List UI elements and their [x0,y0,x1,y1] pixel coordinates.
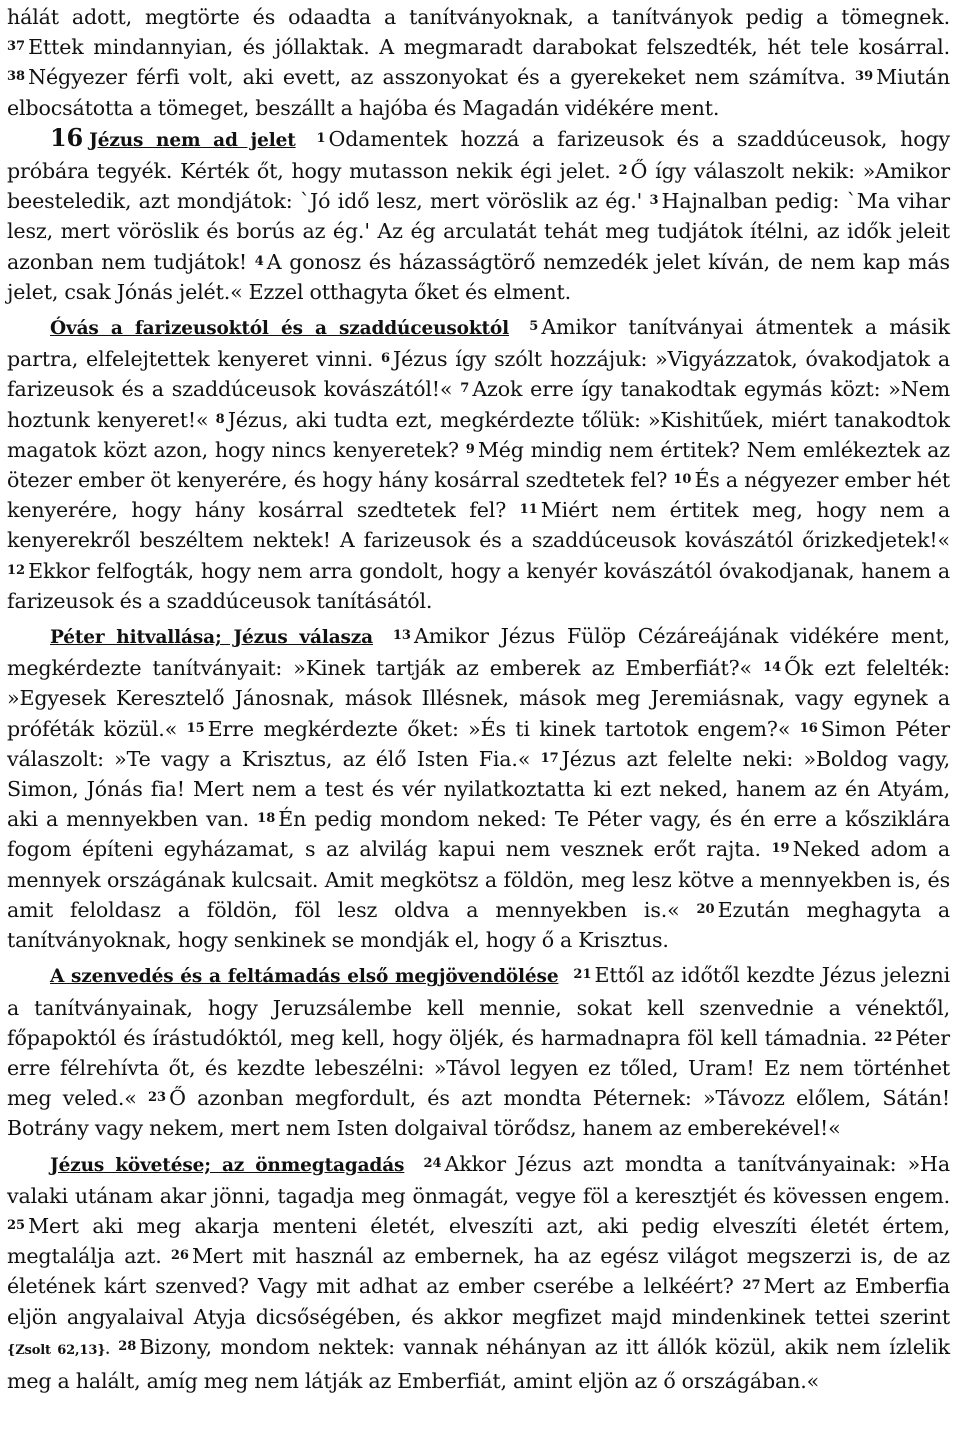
verse-number: 13 [392,628,411,644]
verse-number: 15 [186,720,205,736]
verse-text: Mert mit használ az embernek, ha az egész világot megszerzi is, de az életének kárt szenved? Vagy mit adhat az ember cserébe a lelkéért? [7,1244,950,1299]
section-heading: Jézus követése; az önmegtagadás [50,1154,405,1176]
paragraph-intro [7,2,950,123]
verse-text: Négyezer férfi volt, aki evett, az asszonyokat és a gyerekeket nem számítva. [28,65,846,90]
verse-text: Még mindig nem értitek? Nem emlékeztek az ötezer ember öt kenyerére, és hogy hány kosárral szedtetek fel? [7,437,950,493]
verse-text: Miért nem értitek meg, hogy nem a kenyerekről beszéltem nektek! A farizeusok és a szaddúceusok kovászától őrizkedjetek!« [7,498,950,553]
verse-number: 1 [316,130,326,146]
verse-number: 20 [696,901,715,917]
section-heading: Péter hitvallása; Jézus válasza [50,627,373,649]
verse-number: 12 [7,562,26,578]
verse-text: Ő így válaszolt nekik: »Amikor beesteledik, azt mondjátok: `Jó idő lesz, mert vöröslik az ég.' [7,159,950,214]
verse-text: Mert az Emberfia eljön angyalaival Atyja dicsőségében, és akkor megfizet majd mindenkinek tettei szerint [7,1274,950,1329]
verse-text: Jézus így szólt hozzájuk: »Vigyázzatok, óvakodjatok a farizeusok és a szaddúceusok kovászától!« [7,347,950,402]
cross-reference: {Zsolt 62,13}. [7,1342,110,1358]
verse-number: 6 [380,351,391,367]
verse-number: 19 [771,841,790,857]
verse-number: 23 [148,1090,167,1106]
verse-text: Hajnalban pedig: `Ma vihar lesz, mert vöröslik és borús az ég.' Az ég arculatát tehát meg tudjátok ítélni, az idők jeleit azonban nem tudjátok! [7,189,950,274]
verse-number: 17 [540,750,559,766]
verse-text: Ettől az időtől kezdte Jézus jelezni a tanítványainak, hogy Jeruzsálembe kell mennie, sokat kell szenvednie a vénektől, főpapoktól és írástudóktól, meg kell, hogy öljék, és harmadnapra föl kell támadnia. [7,963,951,1050]
verse-number: 16 [799,720,818,736]
verse-number: 10 [673,472,692,488]
verse-text: Simon Péter válaszolt: »Te vagy a Krisztus, az élő Isten Fia.« [7,716,950,771]
verse-text: Ettek mindannyian, és jóllaktak. A megmaradt darabokat felszedték, hét tele kosárral. [28,35,950,60]
verse-text: Bizony, mondom nektek: vannak néhányan az itt állók közül, akik nem ízlelik meg a halált, amíg meg nem látják az Emberfiát, amint eljön az ő országában.« [7,1334,950,1393]
verse-number: 5 [529,319,539,335]
verse-number: 21 [573,967,592,983]
verse-number: 38 [7,69,26,85]
verse-text: Jézus azt felelte neki: »Boldog vagy, Simon, Jónás fia! Mert nem a test és vér nyilatkoztatta ki ezt neked, hanem az én Atyám, aki a mennyekben van. [7,746,950,832]
verse-number: 28 [118,1338,137,1354]
paragraph-no-sign [7,123,950,307]
verse-number: 26 [170,1248,189,1264]
verse-number: 22 [874,1029,893,1045]
section-heading: Óvás a farizeusoktól és a szaddúceusoktól [50,318,509,340]
paragraph-peter-confession [7,621,950,955]
verse-number: 27 [742,1278,761,1294]
verse-text: Neked adom a mennyek országának kulcsait. Amit megkötsz a földön, meg lesz kötve a mennyekben is, és amit feloldasz a földön, föl lesz oldva a mennyekben is.« [7,837,950,922]
verse-text: Amikor tanítványai átmentek a másik partra, elfelejtettek kenyeret vinni. [7,315,950,372]
verse-number: 24 [423,1155,442,1171]
verse-text: A gonosz és házasságtörő nemzedék jelet kíván, de nem kap más jelet, csak Jónás jelét.« Ezzel otthagyta őket és elment. [7,249,950,304]
verse-number: 18 [257,811,276,827]
verse-text: Mert aki meg akarja menteni életét, elveszíti azt, aki pedig elveszíti életét értem, megtalálja azt. [7,1213,950,1269]
chapter-number: 16 [50,122,84,152]
verse-number: 2 [618,163,628,179]
verse-text: Amikor Jézus Fülöp Cézáreájának vidékére ment, megkérdezte tanítványait: »Kinek tartják az emberek az Emberfiát?« [7,624,950,681]
paragraph-following-jesus [7,1149,950,1397]
section-heading: Jézus nem ad jelet [89,129,296,151]
paragraph-leaven-warning [7,312,950,616]
verse-number: 37 [7,39,26,55]
verse-number: 11 [519,502,538,518]
verse-number: 14 [763,660,782,676]
verse-number: 8 [215,411,225,427]
verse-text: Ezután meghagyta a tanítványoknak, hogy senkinek se mondják el, hogy ő a Krisztus. [7,897,950,953]
verse-number: 7 [460,381,470,397]
verse-text: Ő azonban megfordult, és azt mondta Péternek: »Távozz előlem, Sátán! Botrány vagy nekem, mert nem Isten dolgaival törődsz, hanem az emberekével!« [7,1086,950,1141]
section-heading: A szenvedés és a feltámadás első megjövendölése [50,966,559,988]
verse-text: Jézus, aki tudta ezt, megkérdezte tőlük: »Kishitűek, miért tanakodtok magatok közt azon, hogy nincs kenyeretek? [7,407,950,462]
verse-text: Erre megkérdezte őket: »És ti kinek tartotok engem?« [207,716,791,741]
verse-number: 4 [254,253,264,269]
verse-text: És a négyezer ember hét kenyerére, hogy hány kosárral szedtetek fel? [7,468,950,523]
verse-text: Ők ezt felelték: »Egyesek Keresztelő Jánosnak, mások Illésnek, mások meg Jeremiásnak, vagy egynek a próféták közül.« [7,656,951,741]
verse-text: Akkor Jézus azt mondta a tanítványainak: »Ha valaki utánam akar jönni, tagadja meg önmagát, vegye föl a keresztjét és kövessen engem. [7,1151,950,1208]
verse-number: 9 [465,441,475,457]
verse-text: Én pedig mondom neked: Te Péter vagy, és én erre a kősziklára fogom építeni egyházamat, s az alvilág kapui nem vesznek erőt rajta. [7,807,951,862]
verse-number: 39 [855,69,874,85]
paragraph-passion-prediction [7,960,950,1143]
verse-text: Péter erre félrehívta őt, és kezdte lebeszélni: »Távol legyen ez tőled, Uram! Ez nem történhet meg veled.« [7,1025,950,1111]
verse-text: hálát adott, megtörte és odaadta a tanítványoknak, a tanítványok pedig a tömegnek. [7,5,950,29]
verse-number: 25 [7,1217,26,1233]
verse-text: Azok erre így tanakodtak egymás közt: »Nem hoztunk kenyeret!« [7,377,950,432]
verse-text: Miután elbocsátotta a tömeget, beszállt a hajóba és Magadán vidékére ment. [7,65,950,120]
verse-text: Ekkor felfogták, hogy nem arra gondolt, hogy a kenyér kovászától óvakodjanak, hanem a farizeusok és a szaddúceusok tanításától. [7,558,950,613]
verse-text: Odamentek hozzá a farizeusok és a szaddúceusok, hogy próbára tegyék. Kérték őt, hogy mutasson nekik égi jelet. [7,126,950,184]
verse-number: 3 [649,193,659,209]
